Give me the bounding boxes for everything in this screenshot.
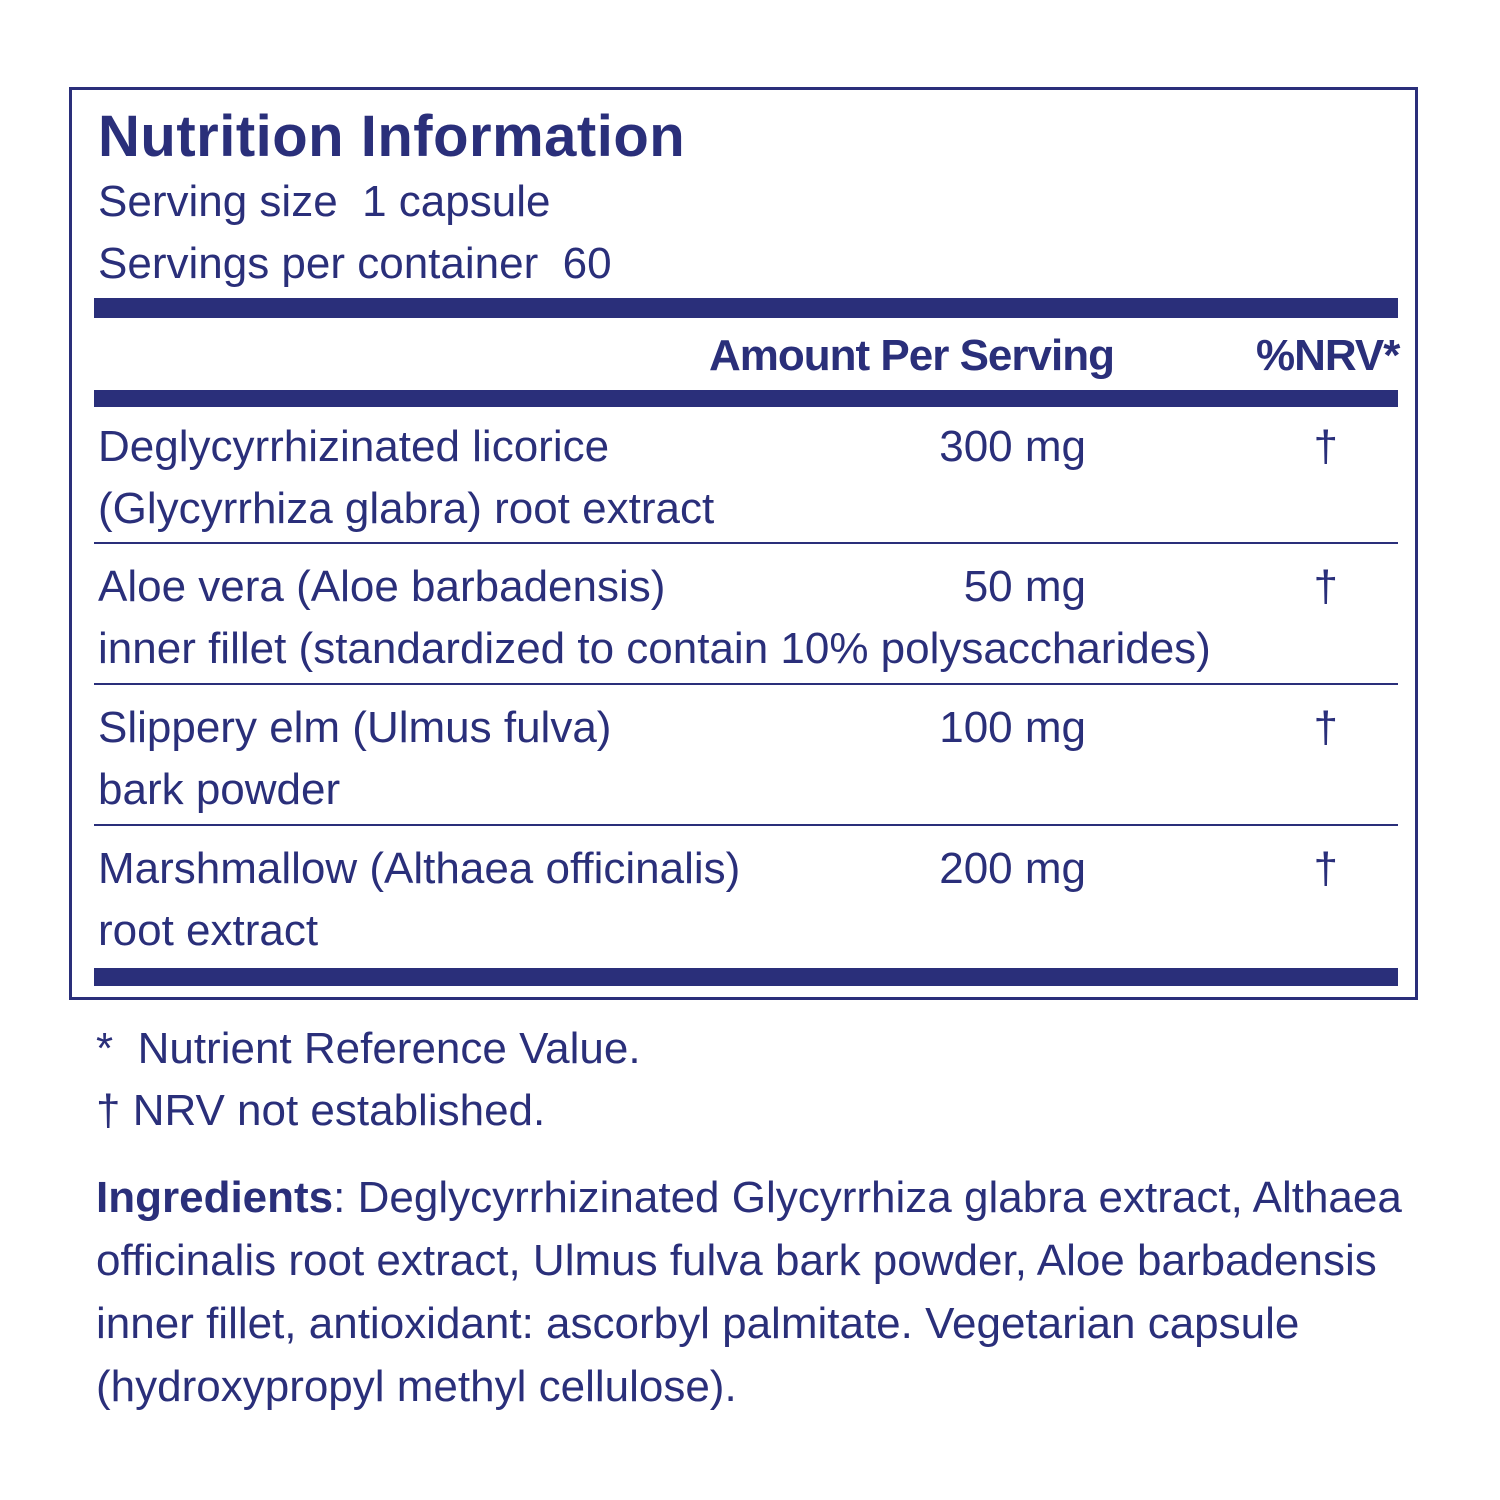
nrv-header: %NRV* xyxy=(1256,331,1400,380)
table-row xyxy=(98,838,1398,964)
table-row xyxy=(98,556,1398,682)
header-bottom-bar xyxy=(94,390,1398,407)
nrv-not-established: † NRV not established. xyxy=(96,1086,546,1135)
ingredient-nrv: † xyxy=(1313,844,1338,893)
ingredient-nrv: † xyxy=(1313,703,1338,752)
header-top-bar xyxy=(94,298,1398,318)
table-row xyxy=(98,697,1398,823)
nutrition-panel xyxy=(69,87,1418,1000)
ingredients-label: Ingredients xyxy=(96,1173,334,1222)
row-divider xyxy=(94,824,1398,826)
ingredient-nrv: † xyxy=(1313,562,1338,611)
ingredient-name: Deglycyrrhizinated licorice (Glycyrrhiza glabra) root extract xyxy=(98,422,715,533)
ingredient-name: Aloe vera (Aloe barbadensis) inner fillet (standardized to contain 10% polysaccharides) xyxy=(98,562,1211,673)
serving-size: Serving size 1 capsule xyxy=(98,177,551,226)
ingredient-amount: 100 mg xyxy=(939,703,1086,752)
panel-title: Nutrition Information xyxy=(98,104,686,169)
ingredient-amount: 300 mg xyxy=(939,422,1086,471)
row-divider xyxy=(94,542,1398,544)
ingredient-amount: 200 mg xyxy=(939,844,1086,893)
ingredient-nrv: † xyxy=(1313,422,1338,471)
ingredient-name: Slippery elm (Ulmus fulva) bark powder xyxy=(98,703,612,814)
nrv-definition: * Nutrient Reference Value. xyxy=(96,1024,641,1073)
row-divider xyxy=(94,683,1398,685)
ingredients-statement xyxy=(96,1166,1436,1418)
ingredient-amount: 50 mg xyxy=(963,562,1086,611)
ingredients-text: : Deglycyrrhizinated Glycyrrhiza glabra extract, Althaea officinalis root extract, Ulmus fulva bark powder, Aloe barbadensis inner fillet, antioxidant: ascorbyl palmitate. Vegetarian capsule (hydroxypropyl methyl cellulose). xyxy=(96,1173,1402,1411)
footnotes xyxy=(96,1018,641,1142)
ingredient-name: Marshmallow (Althaea officinalis) root extract xyxy=(98,844,741,955)
table-row xyxy=(98,416,1398,542)
amount-per-serving-header: Amount Per Serving xyxy=(709,331,1114,380)
servings-per-container: Servings per container 60 xyxy=(98,239,612,288)
panel-bottom-bar xyxy=(94,968,1398,986)
